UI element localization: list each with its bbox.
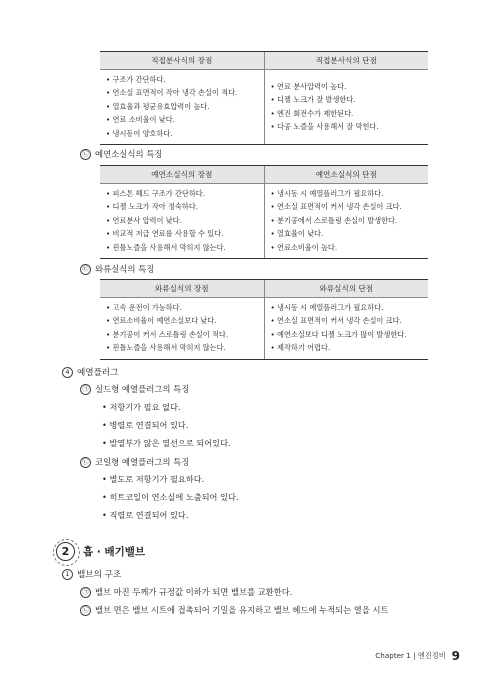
list-item: • 연료분사 압력이 낮다.: [106, 214, 260, 227]
pros-cell: [100, 184, 264, 259]
list-item: • 피스톤 헤드 구조가 간단하다.: [106, 187, 260, 200]
valve-structure-heading: [62, 568, 121, 580]
direct-injection-table: [100, 51, 428, 145]
list-item: • 연료 소비율이 낮다.: [106, 113, 260, 126]
glow-plug-heading: [62, 366, 119, 378]
list-item: • 분기공이 커서 스로틀링 손실이 적다.: [106, 328, 260, 341]
section-heading: [56, 540, 145, 562]
list-marker: ㉡: [80, 605, 91, 616]
list-item: • 제작하기 어렵다.: [271, 341, 425, 354]
paragraph-text: 밸브 마진 두께가 규정값 이하가 되면 밸브를 교환한다.: [95, 587, 293, 597]
bullet-item: • 저항기가 필요 없다.: [102, 402, 181, 413]
list-item: • 다공 노즐을 사용해서 잘 막힌다.: [271, 120, 425, 133]
subheading-text: 예연소실식의 특징: [95, 149, 163, 159]
bullet-item: • 히트코일이 연소실에 노출되어 있다.: [102, 492, 239, 503]
cons-cell: [264, 184, 428, 259]
list-marker: ㉠: [80, 384, 91, 395]
table-header-cons: 예연소실식의 단점: [264, 166, 428, 184]
list-item: • 엔진 회전수가 제한된다.: [271, 107, 425, 120]
table-header-pros: 와류실식의 장점: [100, 280, 264, 298]
list-item: • 열효율이 낮다.: [271, 227, 425, 240]
swirl-chamber-table: [100, 279, 428, 360]
subheading-text: 코일형 예열플러그의 특징: [95, 457, 190, 467]
page-footer: [375, 649, 460, 663]
pros-cell: [100, 70, 264, 145]
paragraph-text: 밸브 면은 밸브 시트에 접촉되어 기밀을 유지하고 밸브 헤드에 누적되는 열을 시트: [95, 605, 389, 615]
cons-cell: [264, 70, 428, 145]
list-item: • 열효율과 평균유효압력이 높다.: [106, 100, 260, 113]
list-marker: ㉢: [80, 264, 91, 275]
coil-type-subheading: [80, 456, 189, 468]
list-item: • 냉시동 시 예열플러그가 필요하다.: [271, 187, 425, 200]
table-header-cons: 직접분사식의 단점: [264, 52, 428, 70]
paragraph-line: [80, 604, 389, 616]
list-item: • 연료소비율이 예연소실보다 낮다.: [106, 314, 260, 327]
list-item: • 디젤 노크가 잘 발생한다.: [271, 93, 425, 106]
table-header-pros: 직접분사식의 장점: [100, 52, 264, 70]
list-item: • 연소실 표면적이 커서 냉각 손실이 크다.: [271, 200, 425, 213]
list-item: • 고속 운전이 가능하다.: [106, 301, 260, 314]
cons-cell: [264, 298, 428, 360]
shield-type-subheading: [80, 383, 189, 395]
table-header-cons: 와류실식의 단점: [264, 280, 428, 298]
list-marker: ㉡: [80, 457, 91, 468]
list-marker: 1: [62, 569, 73, 580]
pros-cell: [100, 298, 264, 360]
list-item: • 연료소비율이 높다.: [271, 241, 425, 254]
bullet-item: • 병렬로 연결되어 있다.: [102, 420, 188, 431]
bullet-item: • 별도로 저항기가 필요하다.: [102, 474, 204, 485]
subheading-precombustion: [80, 148, 162, 160]
section-number-badge: 2: [56, 542, 75, 561]
paragraph-line: [80, 586, 292, 598]
list-item: • 냉시동 시 예열플러그가 필요하다.: [271, 301, 425, 314]
section-title: 흡 · 배기밸브: [83, 545, 146, 558]
list-item: • 연소실 표면적이 커서 냉각 손실이 크다.: [271, 314, 425, 327]
table-header-pros: 예연소실식의 장점: [100, 166, 264, 184]
list-marker: ㉠: [80, 587, 91, 598]
list-item: • 연료 분사압력이 높다.: [271, 80, 425, 93]
page-number: 9: [451, 649, 460, 663]
list-item: • 핀틀노즐을 사용해서 막히지 않는다.: [106, 241, 260, 254]
list-item: • 디젤 노크가 작아 정숙하다.: [106, 200, 260, 213]
list-marker: ㉡: [80, 149, 91, 160]
chapter-label: Chapter 1 | 엔진정비: [375, 651, 446, 660]
list-item: • 핀틀노즐을 사용해서 막히지 않는다.: [106, 341, 260, 354]
heading-text: 예열플러그: [77, 368, 119, 378]
list-item: • 비교적 저급 연료를 사용할 수 있다.: [106, 227, 260, 240]
subheading-swirl: [80, 263, 154, 275]
list-marker: 4: [62, 367, 73, 378]
list-item: • 예연소실보다 디젤 노크가 많이 발생한다.: [271, 328, 425, 341]
list-item: • 구조가 간단하다.: [106, 73, 260, 86]
bullet-item: • 발열부가 않은 열선으로 되어있다.: [102, 438, 231, 449]
subheading-text: 와류실식의 특징: [95, 264, 155, 274]
heading-text: 밸브의 구조: [77, 570, 122, 580]
list-item: • 분기공에서 스로틀링 손실이 발생한다.: [271, 214, 425, 227]
list-item: • 냉시동이 양호하다.: [106, 127, 260, 140]
subheading-text: 실드형 예열플러그의 특징: [95, 384, 190, 394]
bullet-item: • 직렬로 연결되어 있다.: [102, 510, 188, 521]
precombustion-table: [100, 165, 428, 259]
list-item: • 연소실 표면적이 작아 냉각 손실이 적다.: [106, 86, 260, 99]
